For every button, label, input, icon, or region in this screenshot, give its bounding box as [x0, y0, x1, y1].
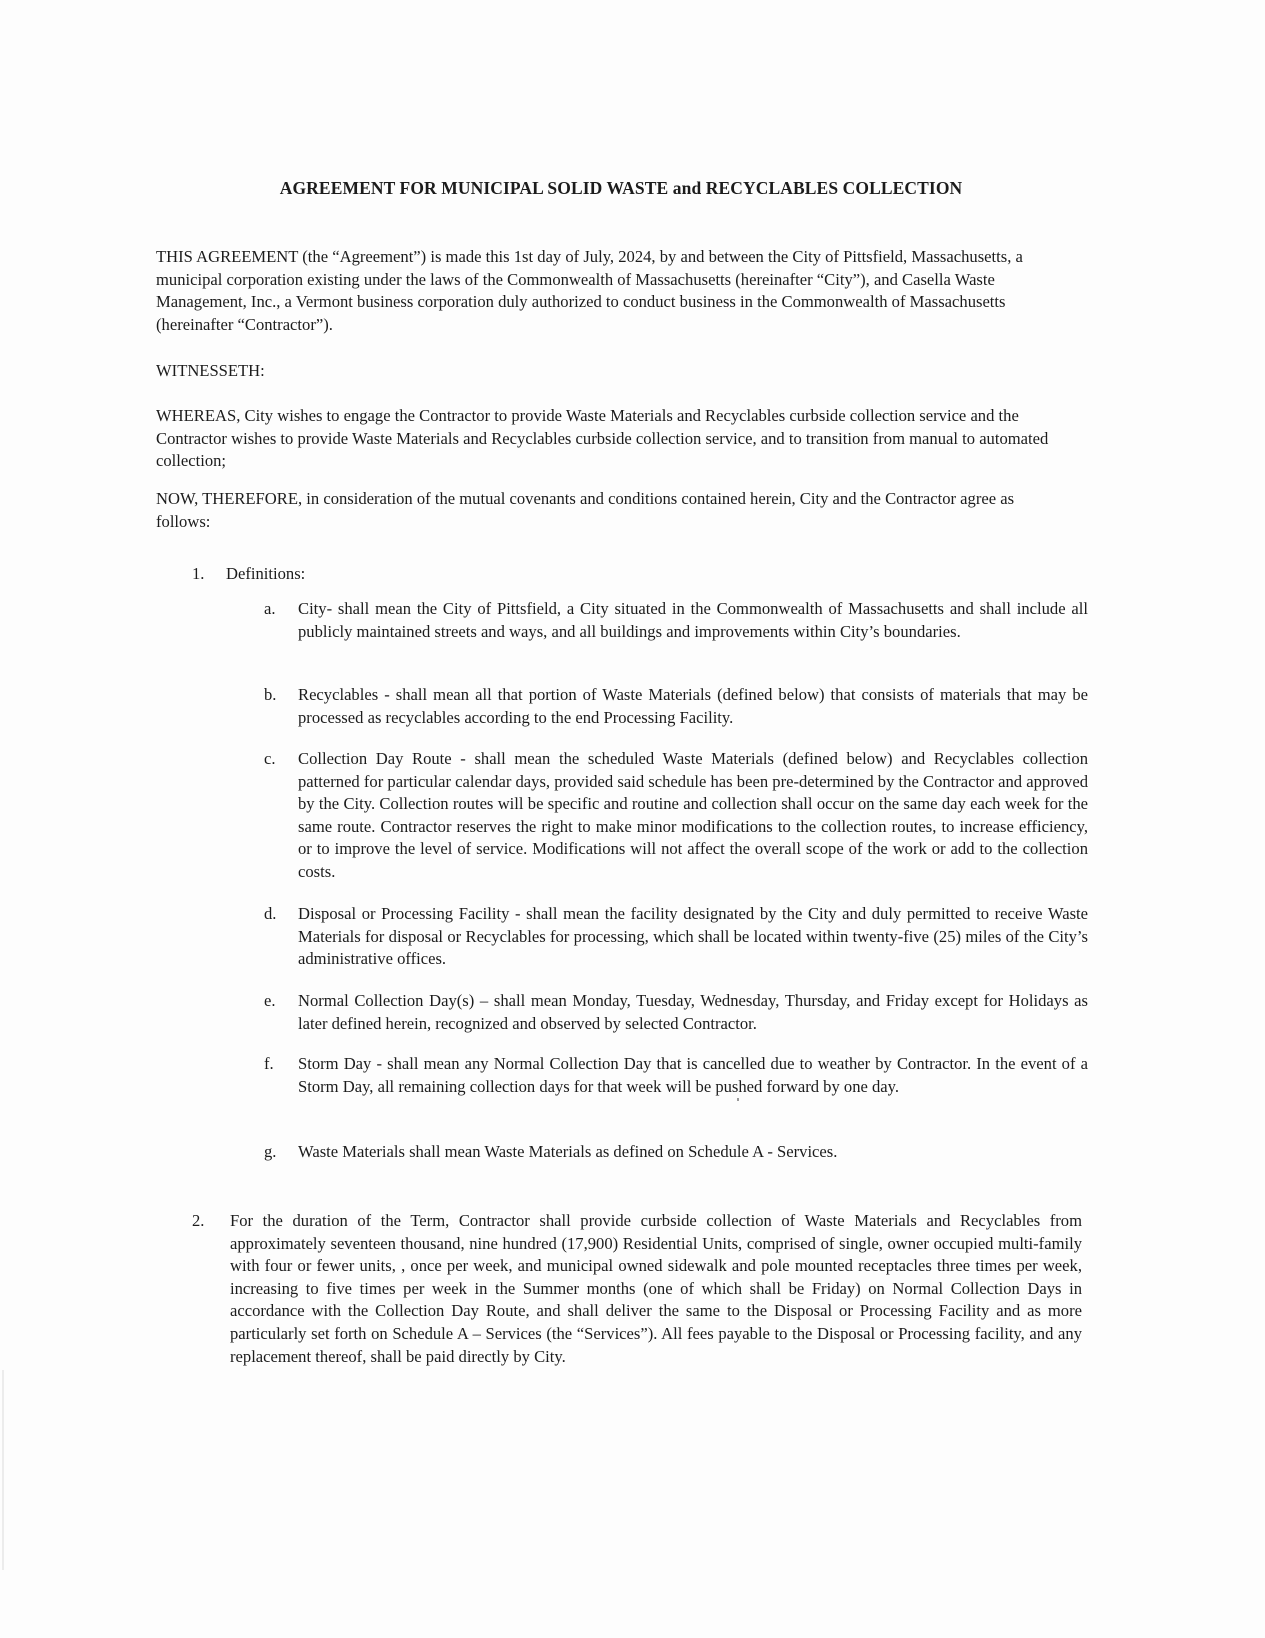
- definition-letter: e.: [264, 991, 276, 1010]
- definition-letter: c.: [264, 749, 276, 768]
- definition-text: Recyclables - shall mean all that portion of Waste Materials (defined below) that consists of materials that may be processed as recyclables according to the end Processing Facility.: [298, 685, 1088, 727]
- definition-letter: f.: [264, 1054, 274, 1073]
- definition-letter: a.: [264, 599, 276, 618]
- definition-text: Normal Collection Day(s) – shall mean Monday, Tuesday, Wednesday, Thursday, and Friday except for Holidays as later defined herein, recognized and observed by selected Contractor.: [298, 991, 1088, 1033]
- stray-mark: [737, 1098, 739, 1101]
- definition-letter: b.: [264, 685, 277, 704]
- definition-text: City- shall mean the City of Pittsfield, a City situated in the Commonwealth of Massachusetts and shall include all publicly maintained streets and ways, and all buildings and improvements within City’s boundaries.: [298, 599, 1088, 641]
- now-therefore-clause: NOW, THEREFORE, in consideration of the mutual covenants and conditions contained herein, City and the Contractor agree as follows:: [156, 489, 1015, 531]
- definition-letter: d.: [264, 904, 277, 923]
- definition-text: Waste Materials shall mean Waste Materials as defined on Schedule A - Services.: [298, 1142, 838, 1161]
- document-title: AGREEMENT FOR MUNICIPAL SOLID WASTE and RECYCLABLES COLLECTION: [279, 178, 963, 198]
- definition-letter: g.: [264, 1142, 277, 1161]
- section-number: 2.: [192, 1211, 205, 1230]
- section-number: 1.: [192, 564, 205, 583]
- agreement-intro: THIS AGREEMENT (the “Agreement”) is made this 1st day of July, 2024, by and between the City of Pittsfield, Massachusetts, a municipal corporation existing under the laws of the Commonwealth of Massachusetts (hereinafter “City”), and Casella Waste Management, Inc., a Vermont business corporation duly authorized to conduct business in the Commonwealth of Massachusetts (hereinafter “Contractor”).: [156, 247, 1023, 334]
- witnesseth-heading: WITNESSETH:: [156, 361, 265, 380]
- whereas-clause: WHEREAS, City wishes to engage the Contractor to provide Waste Materials and Recyclables curbside collection service and the Contractor wishes to provide Waste Materials and Recyclables curbside collection service, and to transition from manual to automated collection;: [156, 406, 1049, 471]
- definition-text: Disposal or Processing Facility - shall mean the facility designated by the City and duly permitted to receive Waste Materials for disposal or Recyclables for processing, which shall be located within twenty-five (25) miles of the City’s administrative offices.: [298, 904, 1088, 969]
- definition-text: Storm Day - shall mean any Normal Collection Day that is cancelled due to weather by Contractor. In the event of a Storm Day, all remaining collection days for that week will be pushed forward by one day.: [298, 1054, 1088, 1096]
- section-text: For the duration of the Term, Contractor shall provide curbside collection of Waste Materials and Recyclables from approximately seventeen thousand, nine hundred (17,900) Residential Units, comprised of single, owner occupied multi-family with four or fewer units, , once per week, and municipal owned sidewalk and pole mounted receptacles three times per week, increasing to five times per week in the Summer months (one of which shall be Friday) on Normal Collection Days in accordance with the Collection Day Route, and shall deliver the same to the Disposal or Processing Facility and as more particularly set forth on Schedule A – Services (the “Services”). All fees payable to the Disposal or Processing facility, and any replacement thereof, shall be paid directly by City.: [230, 1211, 1082, 1366]
- scan-edge-mark: [2, 1370, 4, 1570]
- section-heading: Definitions:: [226, 564, 306, 583]
- definition-text: Collection Day Route - shall mean the scheduled Waste Materials (defined below) and Recyclables collection patterned for particular calendar days, provided said schedule has been pre-determined by the Contractor and approved by the City. Collection routes will be specific and routine and collection shall occur on the same day each week for the same route. Contractor reserves the right to make minor modifications to the collection routes, to increase efficiency, or to improve the level of service. Modifications will not affect the overall scope of the work or add to the collection costs.: [298, 749, 1088, 881]
